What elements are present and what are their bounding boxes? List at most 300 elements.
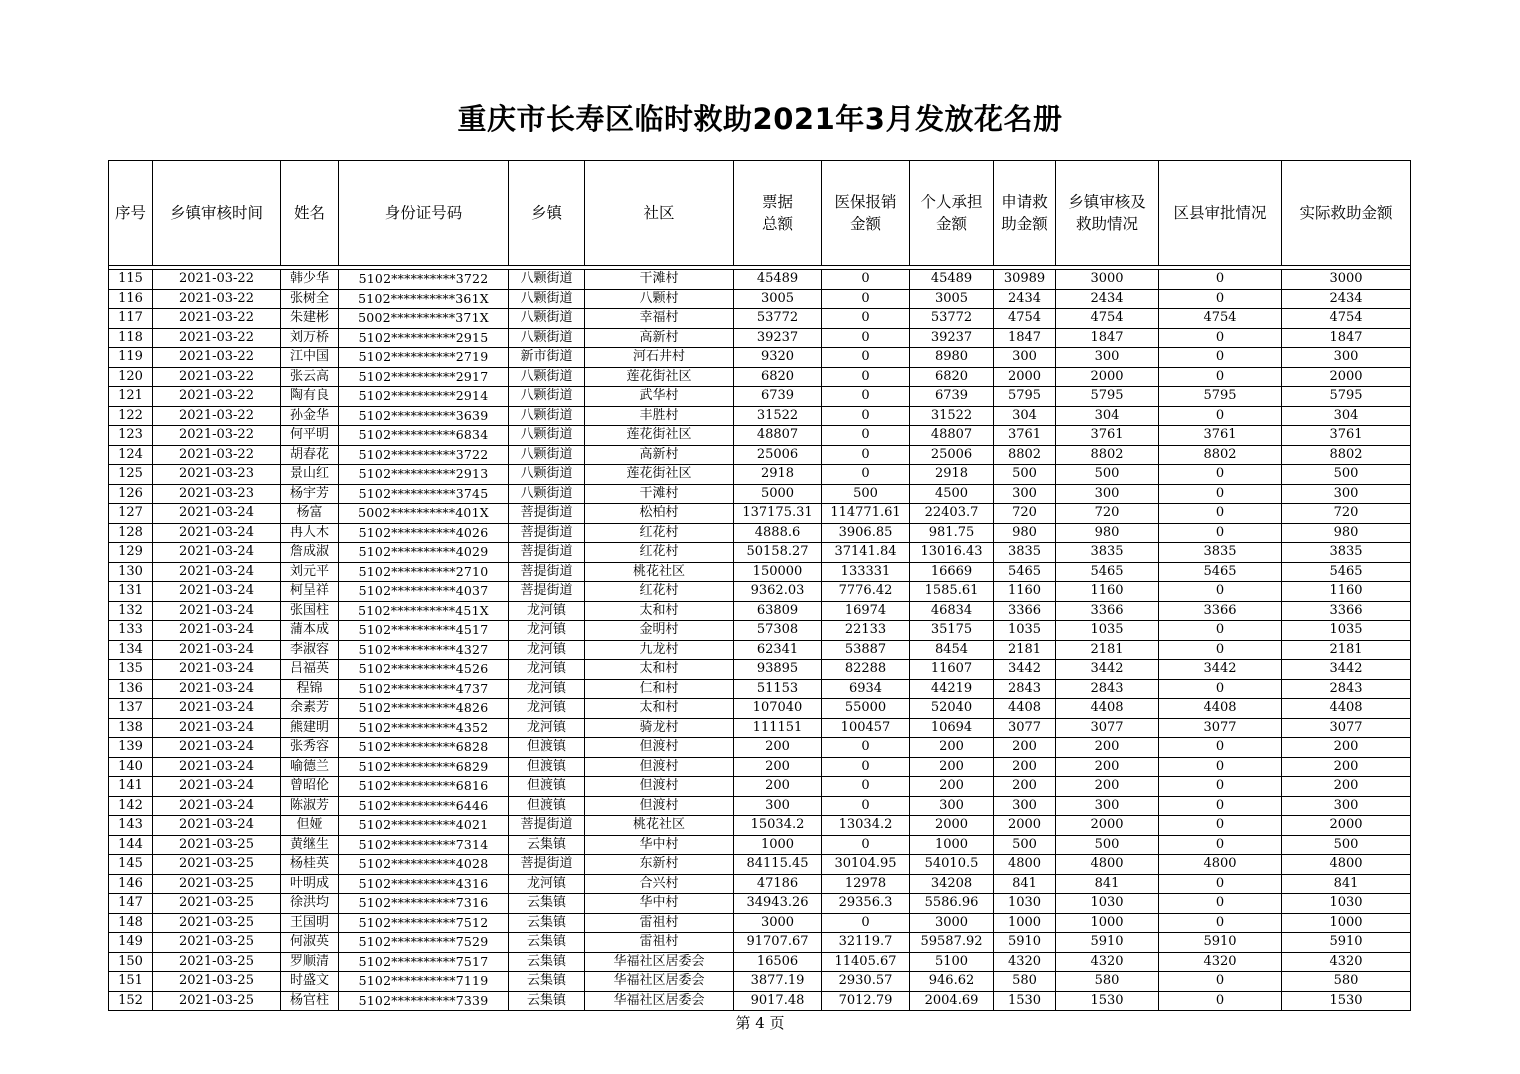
cell-community: 桃花社区 xyxy=(585,816,734,836)
cell-id-number: 5002**********401X xyxy=(339,504,509,524)
cell-requested-amount: 1030 xyxy=(994,894,1056,914)
cell-seq: 127 xyxy=(109,504,153,524)
cell-self-paid: 2918 xyxy=(910,465,994,485)
cell-name: 杨富 xyxy=(281,504,339,524)
cell-actual-amount: 2434 xyxy=(1282,289,1411,309)
cell-township-review: 841 xyxy=(1056,874,1159,894)
cell-county-approval: 0 xyxy=(1159,679,1282,699)
cell-name: 张云高 xyxy=(281,367,339,387)
cell-insurance-reimbursed: 2930.57 xyxy=(822,972,910,992)
cell-township-review: 720 xyxy=(1056,504,1159,524)
cell-community: 雷祖村 xyxy=(585,913,734,933)
cell-bill-total: 111151 xyxy=(734,718,822,738)
cell-county-approval: 0 xyxy=(1159,991,1282,1011)
cell-seq: 147 xyxy=(109,894,153,914)
cell-name: 熊建明 xyxy=(281,718,339,738)
cell-id-number: 5102**********6829 xyxy=(339,757,509,777)
cell-township-review: 2000 xyxy=(1056,816,1159,836)
cell-insurance-reimbursed: 114771.61 xyxy=(822,504,910,524)
cell-review-date: 2021-03-25 xyxy=(153,913,281,933)
cell-community: 高新村 xyxy=(585,328,734,348)
cell-seq: 151 xyxy=(109,972,153,992)
cell-community: 干滩村 xyxy=(585,484,734,504)
cell-bill-total: 3000 xyxy=(734,913,822,933)
table-row xyxy=(109,718,1411,738)
cell-id-number: 5002**********371X xyxy=(339,309,509,329)
cell-community: 八颗村 xyxy=(585,289,734,309)
cell-requested-amount: 720 xyxy=(994,504,1056,524)
cell-insurance-reimbursed: 0 xyxy=(822,445,910,465)
cell-review-date: 2021-03-25 xyxy=(153,835,281,855)
cell-self-paid: 6739 xyxy=(910,387,994,407)
cell-insurance-reimbursed: 0 xyxy=(822,367,910,387)
cell-self-paid: 1000 xyxy=(910,835,994,855)
cell-bill-total: 200 xyxy=(734,757,822,777)
cell-community: 华福社区居委会 xyxy=(585,952,734,972)
cell-township: 八颗街道 xyxy=(509,289,585,309)
cell-name: 景山红 xyxy=(281,465,339,485)
relief-roster-table xyxy=(108,160,1411,1011)
cell-seq: 119 xyxy=(109,348,153,368)
cell-id-number: 5102**********6446 xyxy=(339,796,509,816)
cell-insurance-reimbursed: 0 xyxy=(822,913,910,933)
cell-actual-amount: 2181 xyxy=(1282,640,1411,660)
cell-township-review: 200 xyxy=(1056,777,1159,797)
cell-community: 莲花街社区 xyxy=(585,465,734,485)
cell-township-review: 580 xyxy=(1056,972,1159,992)
cell-township-review: 1160 xyxy=(1056,582,1159,602)
column-header-requested-amount: 申请救 助金额 xyxy=(994,161,1056,266)
cell-county-approval: 0 xyxy=(1159,270,1282,290)
cell-review-date: 2021-03-24 xyxy=(153,621,281,641)
cell-review-date: 2021-03-24 xyxy=(153,757,281,777)
document-title: 重庆市长寿区临时救助2021年3月发放花名册 xyxy=(457,102,1063,136)
cell-township-review: 304 xyxy=(1056,406,1159,426)
cell-id-number: 5102**********7517 xyxy=(339,952,509,972)
table-row xyxy=(109,289,1411,309)
cell-review-date: 2021-03-23 xyxy=(153,484,281,504)
cell-id-number: 5102**********6828 xyxy=(339,738,509,758)
cell-requested-amount: 2181 xyxy=(994,640,1056,660)
cell-id-number: 5102**********2710 xyxy=(339,562,509,582)
column-header-bill-total: 票据 总额 xyxy=(734,161,822,266)
cell-id-number: 5102**********7339 xyxy=(339,991,509,1011)
cell-insurance-reimbursed: 37141.84 xyxy=(822,543,910,563)
cell-township: 八颗街道 xyxy=(509,387,585,407)
cell-seq: 130 xyxy=(109,562,153,582)
cell-actual-amount: 300 xyxy=(1282,484,1411,504)
cell-name: 杨桂英 xyxy=(281,855,339,875)
cell-insurance-reimbursed: 7012.79 xyxy=(822,991,910,1011)
cell-township: 龙河镇 xyxy=(509,601,585,621)
cell-bill-total: 3005 xyxy=(734,289,822,309)
cell-self-paid: 200 xyxy=(910,777,994,797)
cell-name: 张国柱 xyxy=(281,601,339,621)
cell-actual-amount: 5465 xyxy=(1282,562,1411,582)
table-row xyxy=(109,328,1411,348)
cell-insurance-reimbursed: 7776.42 xyxy=(822,582,910,602)
cell-bill-total: 50158.27 xyxy=(734,543,822,563)
cell-township-review: 5910 xyxy=(1056,933,1159,953)
cell-county-approval: 0 xyxy=(1159,738,1282,758)
cell-insurance-reimbursed: 0 xyxy=(822,406,910,426)
cell-actual-amount: 1030 xyxy=(1282,894,1411,914)
table-row xyxy=(109,738,1411,758)
cell-township: 八颗街道 xyxy=(509,426,585,446)
table-row xyxy=(109,972,1411,992)
column-header-actual-amount: 实际救助金额 xyxy=(1282,161,1411,266)
cell-township-review: 200 xyxy=(1056,738,1159,758)
cell-township-review: 500 xyxy=(1056,465,1159,485)
cell-insurance-reimbursed: 0 xyxy=(822,309,910,329)
cell-self-paid: 46834 xyxy=(910,601,994,621)
cell-bill-total: 62341 xyxy=(734,640,822,660)
cell-requested-amount: 300 xyxy=(994,796,1056,816)
cell-id-number: 5102**********4826 xyxy=(339,699,509,719)
cell-seq: 140 xyxy=(109,757,153,777)
cell-township: 龙河镇 xyxy=(509,660,585,680)
cell-review-date: 2021-03-22 xyxy=(153,309,281,329)
cell-self-paid: 10694 xyxy=(910,718,994,738)
cell-self-paid: 25006 xyxy=(910,445,994,465)
cell-name: 何淑英 xyxy=(281,933,339,953)
cell-insurance-reimbursed: 3906.85 xyxy=(822,523,910,543)
table-row xyxy=(109,699,1411,719)
cell-insurance-reimbursed: 13034.2 xyxy=(822,816,910,836)
cell-insurance-reimbursed: 16974 xyxy=(822,601,910,621)
cell-township-review: 3077 xyxy=(1056,718,1159,738)
cell-insurance-reimbursed: 32119.7 xyxy=(822,933,910,953)
cell-name: 刘元平 xyxy=(281,562,339,582)
cell-self-paid: 54010.5 xyxy=(910,855,994,875)
cell-community: 丰胜村 xyxy=(585,406,734,426)
cell-bill-total: 150000 xyxy=(734,562,822,582)
cell-requested-amount: 4754 xyxy=(994,309,1056,329)
cell-township: 龙河镇 xyxy=(509,718,585,738)
cell-actual-amount: 3000 xyxy=(1282,270,1411,290)
cell-id-number: 5102**********3639 xyxy=(339,406,509,426)
cell-community: 雷祖村 xyxy=(585,933,734,953)
cell-review-date: 2021-03-24 xyxy=(153,601,281,621)
cell-seq: 136 xyxy=(109,679,153,699)
cell-id-number: 5102**********4037 xyxy=(339,582,509,602)
cell-county-approval: 0 xyxy=(1159,328,1282,348)
cell-bill-total: 57308 xyxy=(734,621,822,641)
cell-name: 孙金华 xyxy=(281,406,339,426)
cell-requested-amount: 4800 xyxy=(994,855,1056,875)
cell-seq: 148 xyxy=(109,913,153,933)
cell-name: 刘万桥 xyxy=(281,328,339,348)
cell-review-date: 2021-03-22 xyxy=(153,406,281,426)
cell-seq: 131 xyxy=(109,582,153,602)
cell-seq: 143 xyxy=(109,816,153,836)
cell-county-approval: 0 xyxy=(1159,406,1282,426)
cell-name: 何平明 xyxy=(281,426,339,446)
cell-review-date: 2021-03-25 xyxy=(153,972,281,992)
cell-township-review: 4754 xyxy=(1056,309,1159,329)
cell-bill-total: 91707.67 xyxy=(734,933,822,953)
cell-community: 干滩村 xyxy=(585,270,734,290)
cell-requested-amount: 3761 xyxy=(994,426,1056,446)
cell-seq: 129 xyxy=(109,543,153,563)
cell-name: 韩少华 xyxy=(281,270,339,290)
table-body xyxy=(109,270,1411,1011)
cell-community: 幸福村 xyxy=(585,309,734,329)
cell-requested-amount: 300 xyxy=(994,484,1056,504)
cell-seq: 115 xyxy=(109,270,153,290)
cell-self-paid: 5586.96 xyxy=(910,894,994,914)
cell-self-paid: 13016.43 xyxy=(910,543,994,563)
cell-insurance-reimbursed: 0 xyxy=(822,270,910,290)
cell-insurance-reimbursed: 30104.95 xyxy=(822,855,910,875)
cell-seq: 133 xyxy=(109,621,153,641)
cell-county-approval: 0 xyxy=(1159,913,1282,933)
cell-name: 李淑容 xyxy=(281,640,339,660)
table-row xyxy=(109,270,1411,290)
cell-self-paid: 1585.61 xyxy=(910,582,994,602)
cell-community: 但渡村 xyxy=(585,757,734,777)
cell-county-approval: 4754 xyxy=(1159,309,1282,329)
cell-seq: 134 xyxy=(109,640,153,660)
cell-actual-amount: 300 xyxy=(1282,348,1411,368)
cell-township-review: 3000 xyxy=(1056,270,1159,290)
table-row xyxy=(109,660,1411,680)
table-row xyxy=(109,484,1411,504)
cell-insurance-reimbursed: 22133 xyxy=(822,621,910,641)
cell-name: 曾昭伦 xyxy=(281,777,339,797)
cell-county-approval: 0 xyxy=(1159,874,1282,894)
table-row xyxy=(109,640,1411,660)
cell-id-number: 5102**********7512 xyxy=(339,913,509,933)
cell-requested-amount: 5795 xyxy=(994,387,1056,407)
cell-seq: 138 xyxy=(109,718,153,738)
cell-township-review: 1847 xyxy=(1056,328,1159,348)
cell-self-paid: 300 xyxy=(910,796,994,816)
cell-actual-amount: 1160 xyxy=(1282,582,1411,602)
cell-review-date: 2021-03-24 xyxy=(153,582,281,602)
cell-insurance-reimbursed: 0 xyxy=(822,465,910,485)
cell-requested-amount: 2843 xyxy=(994,679,1056,699)
cell-id-number: 5102**********2719 xyxy=(339,348,509,368)
cell-review-date: 2021-03-24 xyxy=(153,523,281,543)
cell-self-paid: 16669 xyxy=(910,562,994,582)
table-row xyxy=(109,991,1411,1011)
cell-name: 江中国 xyxy=(281,348,339,368)
table-row xyxy=(109,777,1411,797)
cell-county-approval: 0 xyxy=(1159,894,1282,914)
cell-bill-total: 200 xyxy=(734,738,822,758)
cell-requested-amount: 1530 xyxy=(994,991,1056,1011)
cell-name: 杨宇芳 xyxy=(281,484,339,504)
cell-insurance-reimbursed: 55000 xyxy=(822,699,910,719)
cell-self-paid: 5100 xyxy=(910,952,994,972)
table-row xyxy=(109,348,1411,368)
cell-self-paid: 53772 xyxy=(910,309,994,329)
cell-review-date: 2021-03-24 xyxy=(153,718,281,738)
cell-community: 太和村 xyxy=(585,699,734,719)
cell-township: 菩提街道 xyxy=(509,523,585,543)
cell-insurance-reimbursed: 0 xyxy=(822,757,910,777)
cell-bill-total: 6820 xyxy=(734,367,822,387)
cell-review-date: 2021-03-22 xyxy=(153,445,281,465)
cell-insurance-reimbursed: 0 xyxy=(822,348,910,368)
cell-review-date: 2021-03-24 xyxy=(153,679,281,699)
cell-community: 九龙村 xyxy=(585,640,734,660)
cell-requested-amount: 1035 xyxy=(994,621,1056,641)
cell-requested-amount: 2000 xyxy=(994,367,1056,387)
cell-id-number: 5102**********4737 xyxy=(339,679,509,699)
cell-actual-amount: 2000 xyxy=(1282,816,1411,836)
cell-township: 菩提街道 xyxy=(509,562,585,582)
cell-county-approval: 0 xyxy=(1159,582,1282,602)
cell-name: 陈淑芳 xyxy=(281,796,339,816)
cell-township: 龙河镇 xyxy=(509,640,585,660)
table-row xyxy=(109,796,1411,816)
cell-county-approval: 0 xyxy=(1159,757,1282,777)
cell-seq: 118 xyxy=(109,328,153,348)
table-row xyxy=(109,504,1411,524)
cell-actual-amount: 4800 xyxy=(1282,855,1411,875)
cell-requested-amount: 1000 xyxy=(994,913,1056,933)
cell-id-number: 5102**********3722 xyxy=(339,270,509,290)
cell-township-review: 300 xyxy=(1056,796,1159,816)
cell-seq: 123 xyxy=(109,426,153,446)
cell-review-date: 2021-03-22 xyxy=(153,387,281,407)
cell-review-date: 2021-03-24 xyxy=(153,504,281,524)
cell-county-approval: 0 xyxy=(1159,796,1282,816)
cell-township: 八颗街道 xyxy=(509,465,585,485)
cell-township-review: 1530 xyxy=(1056,991,1159,1011)
cell-bill-total: 93895 xyxy=(734,660,822,680)
cell-actual-amount: 8802 xyxy=(1282,445,1411,465)
cell-name: 喻德兰 xyxy=(281,757,339,777)
cell-review-date: 2021-03-24 xyxy=(153,640,281,660)
cell-actual-amount: 1847 xyxy=(1282,328,1411,348)
cell-actual-amount: 5910 xyxy=(1282,933,1411,953)
cell-county-approval: 3761 xyxy=(1159,426,1282,446)
cell-seq: 117 xyxy=(109,309,153,329)
cell-bill-total: 53772 xyxy=(734,309,822,329)
cell-self-paid: 8454 xyxy=(910,640,994,660)
cell-township: 八颗街道 xyxy=(509,270,585,290)
cell-requested-amount: 2000 xyxy=(994,816,1056,836)
cell-name: 张秀容 xyxy=(281,738,339,758)
cell-county-approval: 3366 xyxy=(1159,601,1282,621)
column-header-township: 乡镇 xyxy=(509,161,585,266)
cell-bill-total: 5000 xyxy=(734,484,822,504)
cell-id-number: 5102**********2914 xyxy=(339,387,509,407)
cell-actual-amount: 3761 xyxy=(1282,426,1411,446)
cell-self-paid: 3005 xyxy=(910,289,994,309)
cell-seq: 142 xyxy=(109,796,153,816)
cell-review-date: 2021-03-24 xyxy=(153,816,281,836)
table-row xyxy=(109,874,1411,894)
cell-seq: 139 xyxy=(109,738,153,758)
cell-bill-total: 4888.6 xyxy=(734,523,822,543)
cell-review-date: 2021-03-24 xyxy=(153,777,281,797)
table-row xyxy=(109,855,1411,875)
cell-township: 菩提街道 xyxy=(509,816,585,836)
column-header-county-approval: 区县审批情况 xyxy=(1159,161,1282,266)
cell-township: 云集镇 xyxy=(509,972,585,992)
cell-bill-total: 51153 xyxy=(734,679,822,699)
cell-township-review: 3761 xyxy=(1056,426,1159,446)
cell-bill-total: 15034.2 xyxy=(734,816,822,836)
cell-actual-amount: 1035 xyxy=(1282,621,1411,641)
cell-bill-total: 2918 xyxy=(734,465,822,485)
cell-bill-total: 200 xyxy=(734,777,822,797)
cell-review-date: 2021-03-24 xyxy=(153,796,281,816)
cell-id-number: 5102**********7529 xyxy=(339,933,509,953)
table-row xyxy=(109,757,1411,777)
cell-county-approval: 0 xyxy=(1159,465,1282,485)
cell-requested-amount: 5465 xyxy=(994,562,1056,582)
cell-self-paid: 200 xyxy=(910,757,994,777)
cell-self-paid: 6820 xyxy=(910,367,994,387)
cell-requested-amount: 500 xyxy=(994,465,1056,485)
cell-seq: 122 xyxy=(109,406,153,426)
cell-community: 高新村 xyxy=(585,445,734,465)
cell-seq: 135 xyxy=(109,660,153,680)
cell-county-approval: 4320 xyxy=(1159,952,1282,972)
cell-county-approval: 3835 xyxy=(1159,543,1282,563)
cell-name: 吕福英 xyxy=(281,660,339,680)
cell-review-date: 2021-03-22 xyxy=(153,367,281,387)
cell-community: 红花村 xyxy=(585,582,734,602)
cell-requested-amount: 200 xyxy=(994,777,1056,797)
cell-community: 武华村 xyxy=(585,387,734,407)
cell-community: 合兴村 xyxy=(585,874,734,894)
cell-bill-total: 9017.48 xyxy=(734,991,822,1011)
cell-name: 时盛文 xyxy=(281,972,339,992)
cell-county-approval: 5795 xyxy=(1159,387,1282,407)
cell-id-number: 5102**********4021 xyxy=(339,816,509,836)
cell-insurance-reimbursed: 82288 xyxy=(822,660,910,680)
cell-insurance-reimbursed: 0 xyxy=(822,426,910,446)
cell-township: 云集镇 xyxy=(509,991,585,1011)
table-row xyxy=(109,523,1411,543)
cell-review-date: 2021-03-25 xyxy=(153,894,281,914)
cell-seq: 152 xyxy=(109,991,153,1011)
cell-self-paid: 45489 xyxy=(910,270,994,290)
cell-township-review: 300 xyxy=(1056,484,1159,504)
cell-county-approval: 0 xyxy=(1159,621,1282,641)
cell-community: 但渡村 xyxy=(585,796,734,816)
cell-township-review: 3835 xyxy=(1056,543,1159,563)
cell-requested-amount: 200 xyxy=(994,738,1056,758)
cell-id-number: 5102**********3745 xyxy=(339,484,509,504)
cell-name: 叶明成 xyxy=(281,874,339,894)
cell-county-approval: 0 xyxy=(1159,972,1282,992)
column-header-self-paid: 个人承担 金额 xyxy=(910,161,994,266)
cell-actual-amount: 500 xyxy=(1282,835,1411,855)
cell-county-approval: 3077 xyxy=(1159,718,1282,738)
column-header-seq: 序号 xyxy=(109,161,153,266)
cell-name: 王国明 xyxy=(281,913,339,933)
cell-name: 杨官柱 xyxy=(281,991,339,1011)
cell-self-paid: 4500 xyxy=(910,484,994,504)
cell-community: 太和村 xyxy=(585,601,734,621)
cell-township: 龙河镇 xyxy=(509,874,585,894)
cell-bill-total: 16506 xyxy=(734,952,822,972)
cell-id-number: 5102**********7119 xyxy=(339,972,509,992)
cell-township: 云集镇 xyxy=(509,894,585,914)
cell-township-review: 2181 xyxy=(1056,640,1159,660)
cell-bill-total: 31522 xyxy=(734,406,822,426)
cell-township-review: 4408 xyxy=(1056,699,1159,719)
cell-bill-total: 25006 xyxy=(734,445,822,465)
cell-id-number: 5102**********4026 xyxy=(339,523,509,543)
